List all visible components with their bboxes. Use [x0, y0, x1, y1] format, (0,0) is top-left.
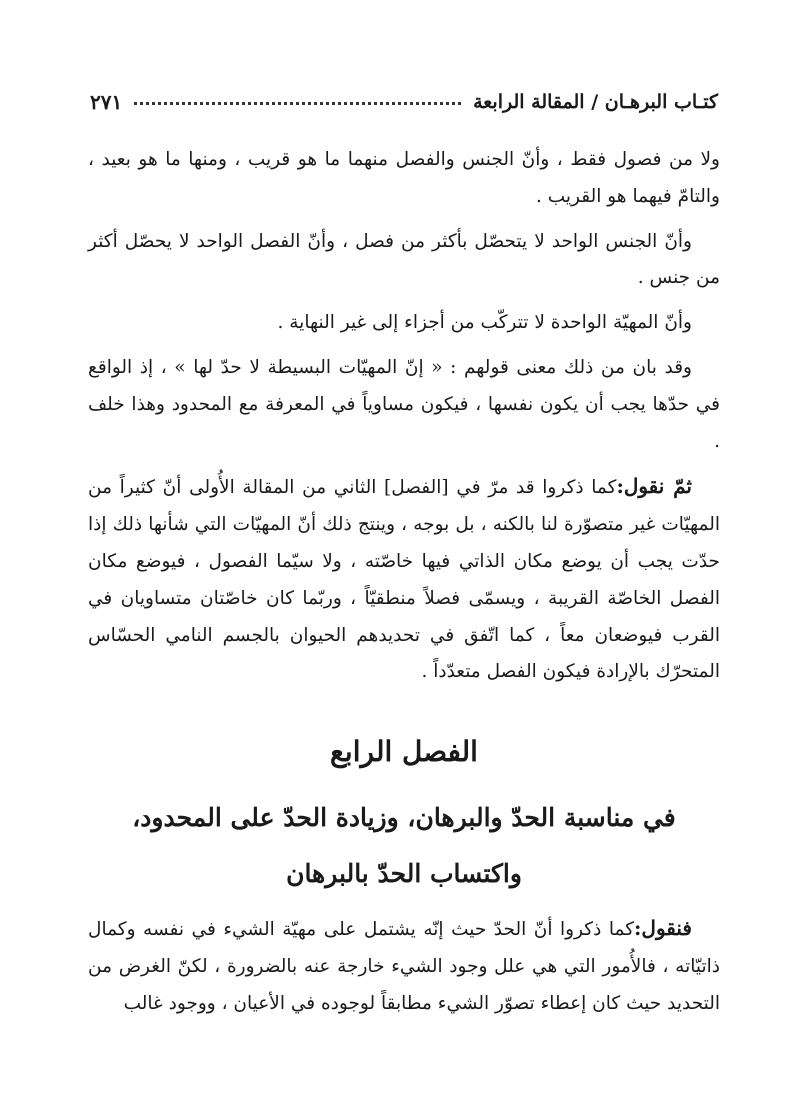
- body-text-upper: [88, 142, 720, 699]
- chapter-title: الفصل الرابع: [330, 735, 478, 768]
- paragraph-5: [88, 468, 720, 691]
- paragraph-3: وأنّ المهيّة الواحدة لا تتركّب من أجزاء إلى غير النهاية .: [277, 312, 692, 334]
- final-paragraph-lead: فنقول:: [634, 916, 692, 940]
- chapter-subtitle-line-1: في مناسبة الحدّ والبرهان، وزيادة الحدّ على المحدود،: [132, 803, 676, 832]
- paragraph-5-lead: ثمّ نقول:: [616, 474, 693, 499]
- final-paragraph: [88, 910, 720, 1022]
- paragraph-2: وأنّ الجنس الواحد لا يتحصّل بأكثر من فصل ، وأنّ الفصل الواحد لا يحصّل أكثر من جنس .: [88, 230, 720, 289]
- running-header: [90, 86, 718, 118]
- page-number: ٢٧١: [90, 90, 123, 114]
- header-title: كتـاب البرهـان / المقالة الرابعة: [473, 91, 718, 113]
- chapter-subtitle-line-2: واكتساب الحدّ بالبرهان: [286, 859, 522, 888]
- chapter-subtitle: [88, 790, 720, 902]
- paragraph-4: وقد بان من ذلك معنى قولهم : « إنّ المهيّات البسيطة لا حدّ لها » ، إذ الواقع في حدّها يجب أن يكون نفسها ، فيكون مساوياً في المعرفة مع المحدود وهذا خلف .: [88, 356, 720, 452]
- body-text-lower: [88, 910, 720, 1022]
- final-paragraph-text: كما ذكروا أنّ الحدّ حيث إنّه يشتمل على مهيّة الشيء في نفسه وكمال ذاتيّاته ، فالأُمور التي هي علل وجود الشيء خارجة عنه بالضرورة ، لكنّ الغرض من التحديد حيث كان إعطاء تصوّر الشيء مطابقاً لوجوده في الأعيان ، ووجود غالب: [88, 919, 720, 1014]
- paragraph-1: ولا من فصول فقط ، وأنّ الجنس والفصل منهما ما هو قريب ، ومنها ما هو بعيد ، والتامّ فيهما هو القريب .: [88, 149, 720, 207]
- header-dot-leader: [134, 92, 461, 105]
- paragraph-5-text: كما ذكروا قد مرّ في [الفصل] الثاني من المقالة الأُولى أنّ كثيراً من المهيّات غير متصوّرة لنا بالكنه ، بل بوجه ، وينتج ذلك أنّ المهيّات التي شأنها ذلك إذا حدّت يجب أن يوضع مكان الذاتي فيها خاصّته ، ولا سيّما الفصول ، فيوضع مكان الفصل الخاصّة القريبة ، ويسمّى فصلاً منطقيّاً ، وربّما كان خاصّتان متساويان في القرب فيوضعان معاً ، كما اتّفق في تحديدهم الحيوان بالجسم النامي الحسّاس المتحرّك بالإرادة فيكون الفصل متعدّداً .: [88, 477, 720, 683]
